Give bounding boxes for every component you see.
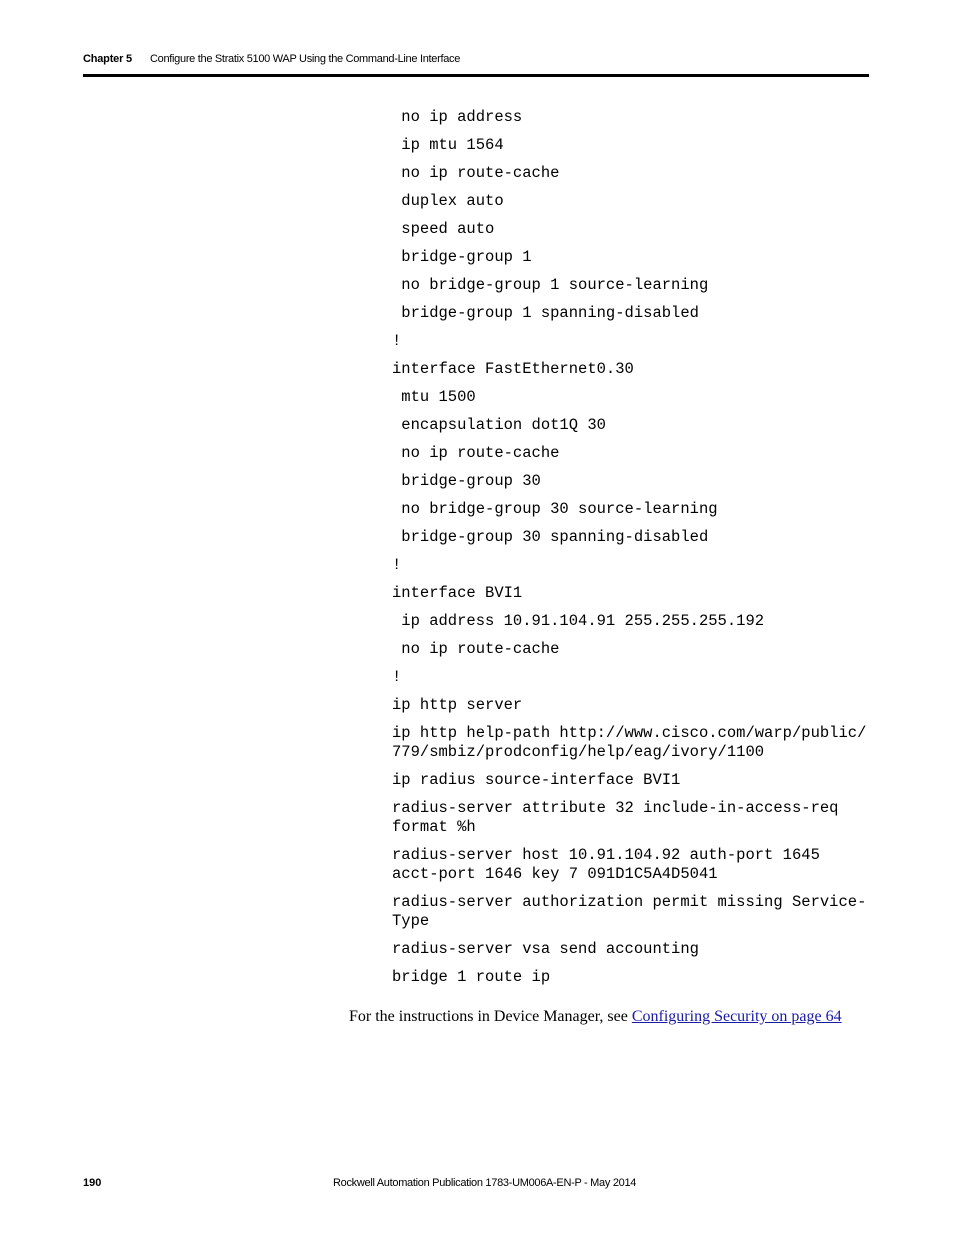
chapter-label: Chapter 5 xyxy=(83,53,132,65)
code-listing xyxy=(392,108,872,996)
code-line: bridge-group 30 spanning-disabled xyxy=(392,528,709,546)
code-line: interface BVI1 xyxy=(392,584,523,602)
code-line: duplex auto xyxy=(392,192,504,210)
code-line: bridge-group 30 xyxy=(392,472,541,490)
code-line: no bridge-group 30 source-learning xyxy=(392,500,718,518)
publication-info: Rockwell Automation Publication 1783-UM006A-EN-P - May 2014 xyxy=(333,1177,637,1189)
code-line: speed auto xyxy=(392,220,495,238)
code-line: encapsulation dot1Q 30 xyxy=(392,416,606,434)
page-header xyxy=(83,53,869,69)
chapter-title: Configure the Stratix 5100 WAP Using the Command-Line Interface xyxy=(150,53,461,65)
header-rule xyxy=(83,74,869,77)
code-line: no ip address xyxy=(392,108,523,126)
page-footer xyxy=(0,1177,954,1193)
code-line: no ip route-cache xyxy=(392,164,560,182)
body-paragraph xyxy=(349,1007,842,1027)
code-line: ! xyxy=(392,332,402,350)
code-line: no bridge-group 1 source-learning xyxy=(392,276,709,294)
code-line: radius-server attribute 32 include-in-access-req format %h xyxy=(392,799,839,836)
code-line: bridge-group 1 spanning-disabled xyxy=(392,304,699,322)
code-line: radius-server vsa send accounting xyxy=(392,940,699,958)
code-line: ip radius source-interface BVI1 xyxy=(392,771,681,789)
code-line: interface FastEthernet0.30 xyxy=(392,360,634,378)
code-line: no ip route-cache xyxy=(392,640,560,658)
code-line: mtu 1500 xyxy=(392,388,476,406)
code-line: ip address 10.91.104.91 255.255.255.192 xyxy=(392,612,765,630)
code-line: ! xyxy=(392,556,402,574)
code-line: ! xyxy=(392,668,402,686)
code-line: no ip route-cache xyxy=(392,444,560,462)
page-number: 190 xyxy=(83,1177,102,1189)
code-line: radius-server authorization permit missing Service- Type xyxy=(392,893,867,930)
code-line: ip http help-path http://www.cisco.com/warp/public/ 779/smbiz/prodconfig/help/eag/ivory/1100 xyxy=(392,724,867,761)
body-text: For the instructions in Device Manager, see xyxy=(349,1008,632,1025)
configuring-security-link[interactable]: Configuring Security on page 64 xyxy=(631,1008,842,1025)
code-line: ip mtu 1564 xyxy=(392,136,504,154)
code-line: bridge-group 1 xyxy=(392,248,532,266)
code-line: ip http server xyxy=(392,696,523,714)
code-line: bridge 1 route ip xyxy=(392,968,551,986)
code-line: radius-server host 10.91.104.92 auth-port 1645 acct-port 1646 key 7 091D1C5A4D5041 xyxy=(392,846,820,883)
